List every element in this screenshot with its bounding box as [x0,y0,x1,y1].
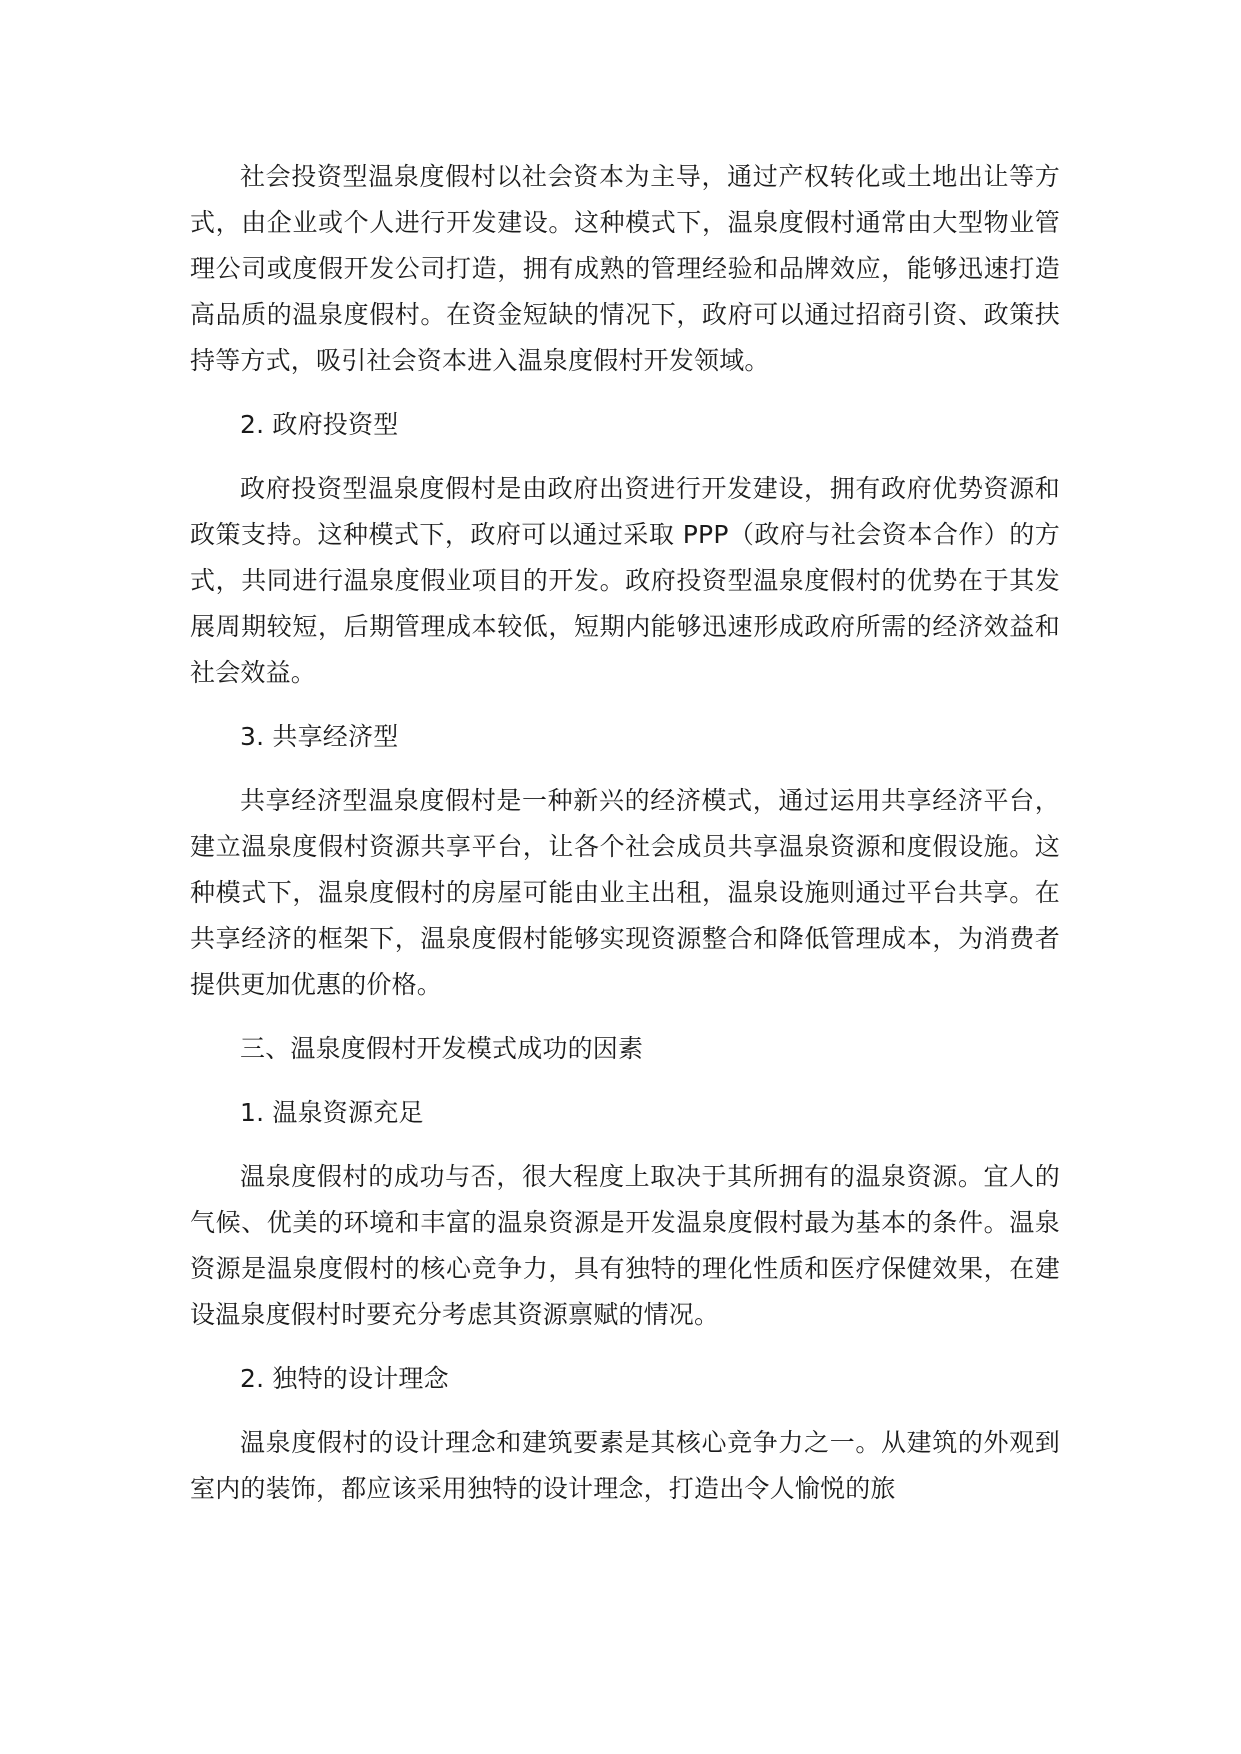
paragraph-design-concept: 温泉度假村的设计理念和建筑要素是其核心竞争力之一。从建筑的外观到室内的装饰，都应该采用独特的设计理念，打造出令人愉悦的旅 [190,1428,1060,1503]
section-heading-sharing-economy: 3. 共享经济型 [240,722,399,751]
paragraph-social-investment: 社会投资型温泉度假村以社会资本为主导，通过产权转化或土地出让等方式，由企业或个人进行开发建设。这种模式下，温泉度假村通常由大型物业管理公司或度假开发公司打造，拥有成熟的管理经验和品牌效应，能够迅速打造高品质的温泉度假村。在资金短缺的情况下，政府可以通过招商引资、政策扶持等方式，吸引社会资本进入温泉度假村开发领域。 [190,162,1060,375]
section-heading-hot-spring-resources: 1. 温泉资源充足 [240,1098,424,1127]
paragraph-hot-spring-resources: 温泉度假村的成功与否，很大程度上取决于其所拥有的温泉资源。宜人的气候、优美的环境和丰富的温泉资源是开发温泉度假村最为基本的条件。温泉资源是温泉度假村的核心竞争力，具有独特的理化性质和医疗保健效果，在建设温泉度假村时要充分考虑其资源禀赋的情况。 [190,1162,1060,1329]
paragraph-government-investment: 政府投资型温泉度假村是由政府出资进行开发建设，拥有政府优势资源和政策支持。这种模式下，政府可以通过采取 PPP（政府与社会资本合作）的方式，共同进行温泉度假业项目的开发。政府投资型温泉度假村的优势在于其发展周期较短，后期管理成本较低，短期内能够迅速形成政府所需的经济效益和社会效益。 [190,474,1060,687]
section-heading-design-concept: 2. 独特的设计理念 [240,1364,449,1393]
chapter-heading-success-factors: 三、温泉度假村开发模式成功的因素 [240,1034,644,1063]
paragraph-sharing-economy: 共享经济型温泉度假村是一种新兴的经济模式，通过运用共享经济平台，建立温泉度假村资源共享平台，让各个社会成员共享温泉资源和度假设施。这种模式下，温泉度假村的房屋可能由业主出租，温泉设施则通过平台共享。在共享经济的框架下，温泉度假村能够实现资源整合和降低管理成本，为消费者提供更加优惠的价格。 [190,786,1060,999]
section-heading-government-investment: 2. 政府投资型 [240,410,399,439]
document-body [190,154,1060,1512]
